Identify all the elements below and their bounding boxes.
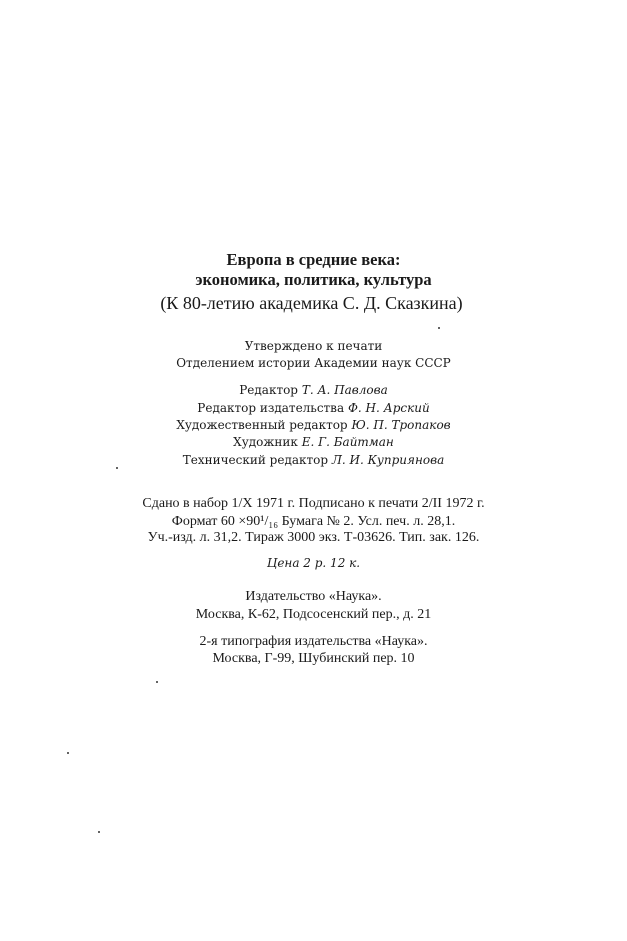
credit-art-editor bbox=[0, 419, 627, 431]
credit-technical-editor bbox=[0, 454, 627, 466]
paper-speck bbox=[98, 831, 100, 833]
credit-role: Редактор издательства bbox=[197, 401, 345, 415]
paper-speck bbox=[67, 752, 69, 754]
approval-line-1: Утверждено к печати bbox=[244, 339, 383, 353]
credit-name: Ю. П. Тропаков bbox=[351, 418, 451, 432]
printer-address: Москва, Г-99, Шубинский пер. 10 bbox=[212, 651, 415, 666]
credit-role: Художник bbox=[233, 435, 298, 449]
paper-speck bbox=[116, 467, 118, 469]
imprint-line-2: Формат 60 ×90¹/₁₆ Бумага № 2. Усл. печ. л. 28,1. bbox=[171, 514, 456, 529]
credit-name: Т. А. Павлова bbox=[301, 383, 388, 397]
book-title-line-1: Европа в средние века: bbox=[226, 250, 401, 269]
paper-speck bbox=[156, 681, 158, 683]
credit-role: Художественный редактор bbox=[176, 418, 348, 432]
credit-editor bbox=[0, 384, 627, 396]
credit-name: Ф. Н. Арский bbox=[347, 401, 430, 415]
credit-publishing-editor bbox=[0, 402, 627, 414]
credit-role: Редактор bbox=[239, 383, 298, 397]
credit-artist bbox=[0, 436, 627, 448]
paper-speck bbox=[438, 327, 440, 329]
book-title-line-2: экономика, политика, культура bbox=[195, 270, 432, 289]
book-subtitle: (К 80-летию академика С. Д. Сказкина) bbox=[160, 293, 463, 313]
imprint-line-3: Уч.-изд. л. 31,2. Тираж 3000 экз. Т-03626. Тип. зак. 126. bbox=[147, 530, 480, 545]
printer-name: 2-я типография издательства «Наука». bbox=[199, 634, 428, 649]
approval-line-2: Отделением истории Академии наук СССР bbox=[176, 356, 451, 370]
credit-name: Л. И. Куприянова bbox=[331, 453, 445, 467]
publisher-address: Москва, К-62, Подсосенский пер., д. 21 bbox=[195, 607, 432, 622]
credit-name: Е. Г. Байтман bbox=[301, 435, 394, 449]
imprint-line-1: Сдано в набор 1/X 1971 г. Подписано к печати 2/II 1972 г. bbox=[142, 496, 485, 511]
publisher-name: Издательство «Наука». bbox=[245, 589, 382, 604]
credit-role: Технический редактор bbox=[182, 453, 329, 467]
price: Цена 2 р. 12 к. bbox=[266, 556, 361, 570]
